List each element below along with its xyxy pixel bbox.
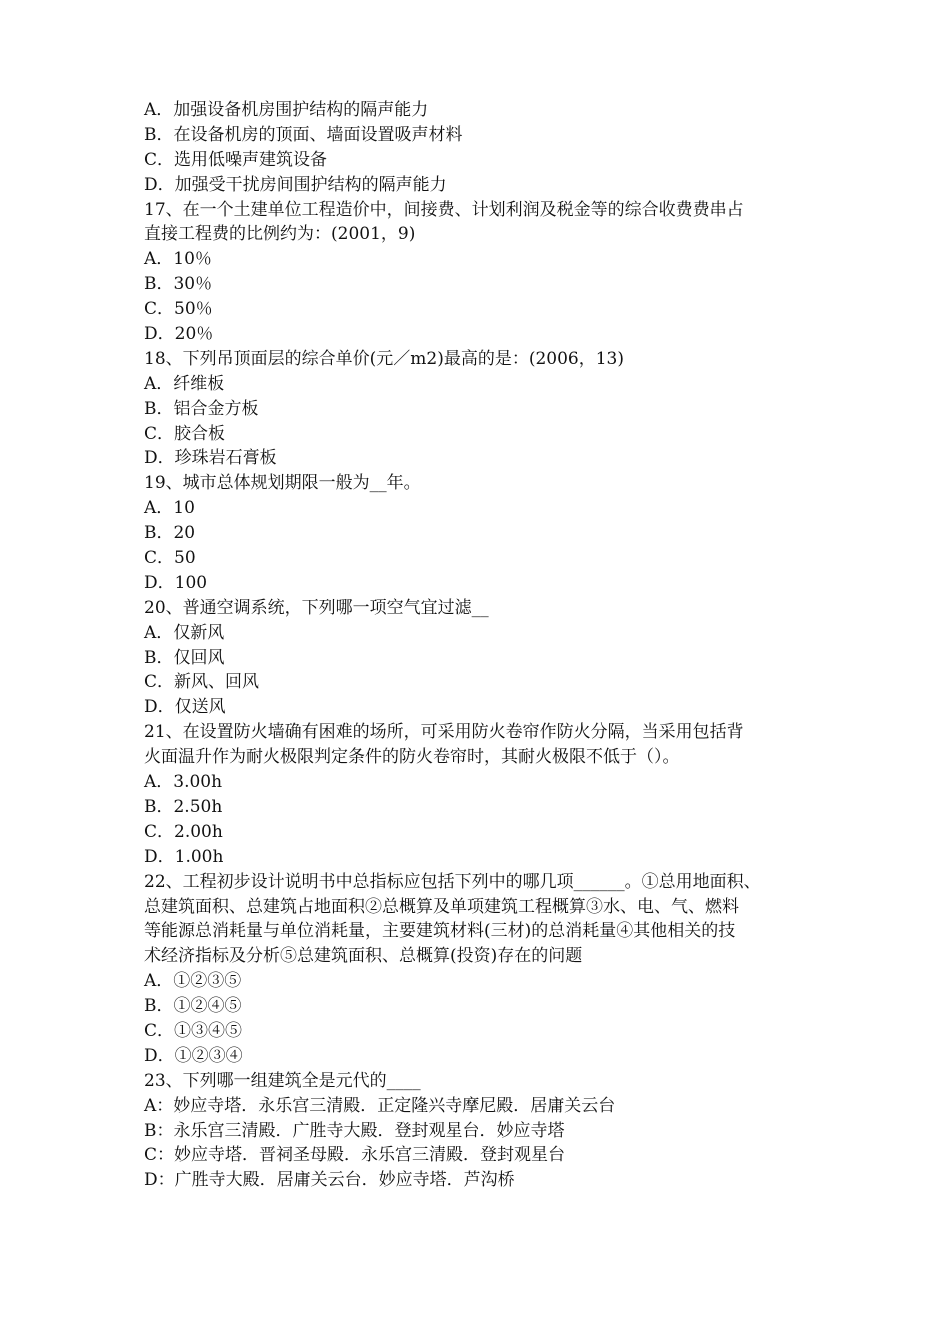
option-line: D．加强受干扰房间围护结构的隔声能力 bbox=[144, 174, 447, 195]
option-line: C．新风、回风 bbox=[144, 672, 260, 693]
option-line: C．50％ bbox=[144, 299, 213, 320]
option-line: D．仅送风 bbox=[144, 697, 226, 718]
question-21-line-1: 21、在设置防火墙确有困难的场所，可采用防火卷帘作防火分隔，当采用包括背 bbox=[144, 722, 744, 743]
question-22-line-4: 术经济指标及分析⑤总建筑面积、总概算(投资)存在的问题 bbox=[144, 946, 583, 967]
option-line: B：永乐宫三清殿．广胜寺大殿．登封观星台．妙应寺塔 bbox=[144, 1120, 565, 1141]
option-line: A．3.00h bbox=[144, 772, 223, 793]
option-line: B．在设备机房的顶面、墙面设置吸声材料 bbox=[144, 124, 463, 145]
option-line: D．100 bbox=[144, 572, 208, 593]
option-line: B．仅回风 bbox=[144, 647, 225, 668]
option-line: D．20％ bbox=[144, 324, 214, 345]
question-22-line-2: 总建筑面积、总建筑占地面积②总概算及单项建筑工程概算③水、电、气、燃料 bbox=[144, 896, 739, 917]
question-18: 18、下列吊顶面层的综合单价(元／m2)最高的是：(2006，13) bbox=[144, 348, 624, 369]
option-line: C．2.00h bbox=[144, 821, 223, 842]
option-line: C．50 bbox=[144, 548, 196, 569]
question-17-line-1: 17、在一个土建单位工程造价中，间接费、计划利润及税金等的综合收费费串占 bbox=[144, 199, 744, 220]
question-22-line-3: 等能源总消耗量与单位消耗量，主要建筑材料(三材)的总消耗量④其他相关的技 bbox=[144, 921, 736, 942]
option-line: A．10％ bbox=[144, 249, 212, 270]
question-21-line-2: 火面温升作为耐火极限判定条件的防火卷帘时，其耐火极限不低于（）。 bbox=[144, 747, 680, 768]
option-line: B．①②④⑤ bbox=[144, 996, 242, 1017]
option-line: A：妙应寺塔．永乐宫三清殿．正定隆兴寺摩尼殿．居庸关云台 bbox=[144, 1095, 616, 1116]
option-line: C：妙应寺塔．晋祠圣母殿．永乐宫三清殿．登封观星台 bbox=[144, 1145, 566, 1166]
question-22-line-1: 22、工程初步设计说明书中总指标应包括下列中的哪几项______。①总用地面积、 bbox=[144, 871, 761, 892]
option-line: D：广胜寺大殿．居庸关云台．妙应寺塔．芦沟桥 bbox=[144, 1170, 515, 1191]
option-line: C．胶合板 bbox=[144, 423, 226, 444]
option-line: B．2.50h bbox=[144, 796, 223, 817]
option-line: D．1.00h bbox=[144, 846, 224, 867]
question-19: 19、城市总体规划期限一般为__年。 bbox=[144, 473, 421, 494]
option-line: A．仅新风 bbox=[144, 622, 225, 643]
question-text-block bbox=[144, 98, 824, 1193]
option-line: B．20 bbox=[144, 523, 196, 544]
option-line: A．加强设备机房围护结构的隔声能力 bbox=[144, 100, 429, 120]
option-line: A．①②③⑤ bbox=[144, 971, 242, 992]
question-20: 20、普通空调系统，下列哪一项空气宜过滤__ bbox=[144, 597, 489, 618]
option-line: B．30％ bbox=[144, 274, 213, 295]
option-line: C．①③④⑤ bbox=[144, 1020, 243, 1041]
question-23: 23、下列哪一组建筑全是元代的____ bbox=[144, 1070, 421, 1091]
option-line: A．10 bbox=[144, 498, 195, 519]
question-17-line-2: 直接工程费的比例约为：(2001，9) bbox=[144, 224, 416, 245]
option-line: D．珍珠岩石膏板 bbox=[144, 448, 277, 469]
option-line: D．①②③④ bbox=[144, 1045, 243, 1066]
option-line: A．纤维板 bbox=[144, 373, 225, 394]
option-line: C．选用低噪声建筑设备 bbox=[144, 149, 328, 170]
option-line: B．铝合金方板 bbox=[144, 398, 259, 419]
